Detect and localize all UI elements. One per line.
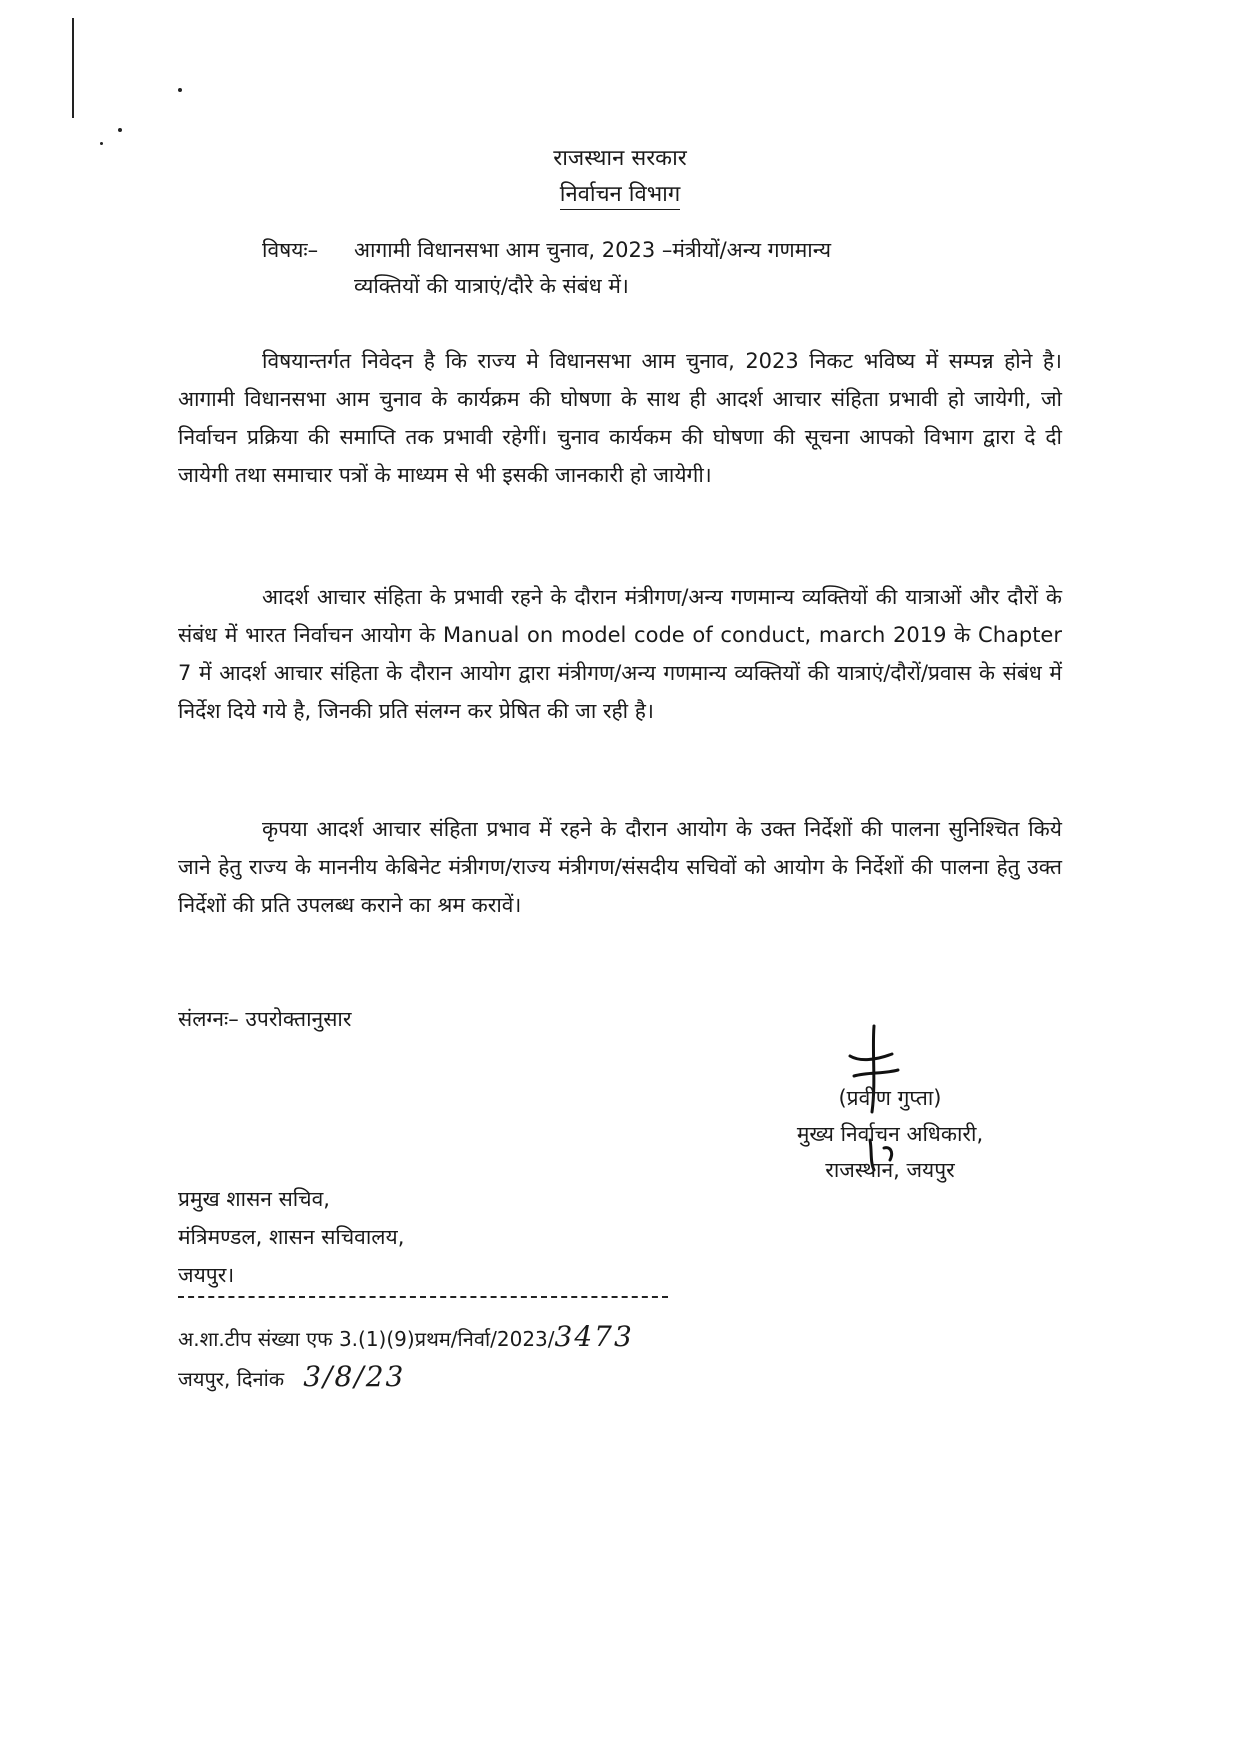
scan-speck (118, 128, 122, 132)
addressee-block (178, 1180, 404, 1294)
government-heading: राजस्थान सरकार (553, 146, 687, 171)
date-label: जयपुर, दिनांक (178, 1367, 285, 1391)
handwritten-date: 3/8/23 (303, 1360, 406, 1393)
scan-speck (178, 88, 182, 92)
body-paragraph-3: कृपया आदर्श आचार संहिता प्रभाव में रहने के दौरान आयोग के उक्त निर्देशों की पालना सुनिश्चित किये जाने हेतु राज्य के माननीय केबिनेट मंत्रीगण/राज्य मंत्रीगण/संसदीय सचिवों को आयोग के निर्देशों की पालना हेतु उक्त निर्देशों की प्रति उपलब्ध कराने का श्रम करावें। (178, 817, 1062, 917)
subject-line-2: व्यक्तियों की यात्राएं/दौरे के संबंध में। (354, 274, 629, 298)
signatory-place: राजस्थान, जयपुर (825, 1158, 955, 1182)
reference-number: अ.शा.टीप संख्या एफ 3.(1)(9)प्रथम/निर्वा/2023/ (178, 1327, 555, 1351)
signatory-designation: मुख्य निर्वाचन अधिकारी, (796, 1122, 984, 1146)
body-paragraph-1: विषयान्तर्गत निवेदन है कि राज्य मे विधानसभा आम चुनाव, 2023 निकट भविष्य में सम्पन्न होने है। आगामी विधानसभा आम चुनाव के कार्यक्रम की घोषणा के साथ ही आदर्श आचार संहिता प्रभावी हो जायेगी, जो निर्वाचन प्रक्रिया की समाप्ति तक प्रभावी रहेगीं। चुनाव कार्यकम की घोषणा की सूचना आपको विभाग द्वारा दे दी जायेगी तथा समाचार पत्रों के माध्यम से भी इसकी जानकारी हो जायेगी। (178, 349, 1062, 487)
signature-block (740, 1080, 1040, 1188)
subject-label: विषयः– (262, 238, 319, 262)
subject-block (262, 232, 1062, 304)
enclosure-note: संलग्नः– उपरोक्तानुसार (178, 1007, 352, 1031)
handwritten-reference-number: 3473 (554, 1320, 634, 1353)
addressee-line-2: मंत्रिमण्डल, शासन सचिवालय, (178, 1225, 405, 1249)
scan-edge-mark (72, 18, 74, 118)
body-paragraph-2: आदर्श आचार संहिता के प्रभावी रहने के दौरान मंत्रीगण/अन्य गणमान्य व्यक्तियों की यात्राओं और दौरों के संबंध में भारत निर्वाचन आयोग के Manual on model code of conduct, march 2019 के Chapter 7 में आदर्श आचार संहिता के दौरान आयोग द्वारा मंत्रीगण/अन्य गणमान्य व्यक्तियों की यात्राएं/दौरों/प्रवास के संबंध में निर्देश दिये गये है, जिनकी प्रति संलग्न कर प्रेषित की जा रही है। (178, 585, 1062, 723)
reference-block (178, 1318, 634, 1398)
signatory-name: (प्रवीण गुप्ता) (838, 1086, 942, 1110)
subject-line-1: आगामी विधानसभा आम चुनाव, 2023 –मंत्रीयों/अन्य गणमान्य (354, 238, 832, 262)
addressee-line-3: जयपुर। (178, 1263, 235, 1287)
department-heading (0, 178, 1240, 208)
addressee-line-1: प्रमुख शासन सचिव, (178, 1187, 330, 1211)
separator-line (178, 1296, 668, 1298)
department-title: निर्वाचन विभाग (560, 182, 681, 210)
